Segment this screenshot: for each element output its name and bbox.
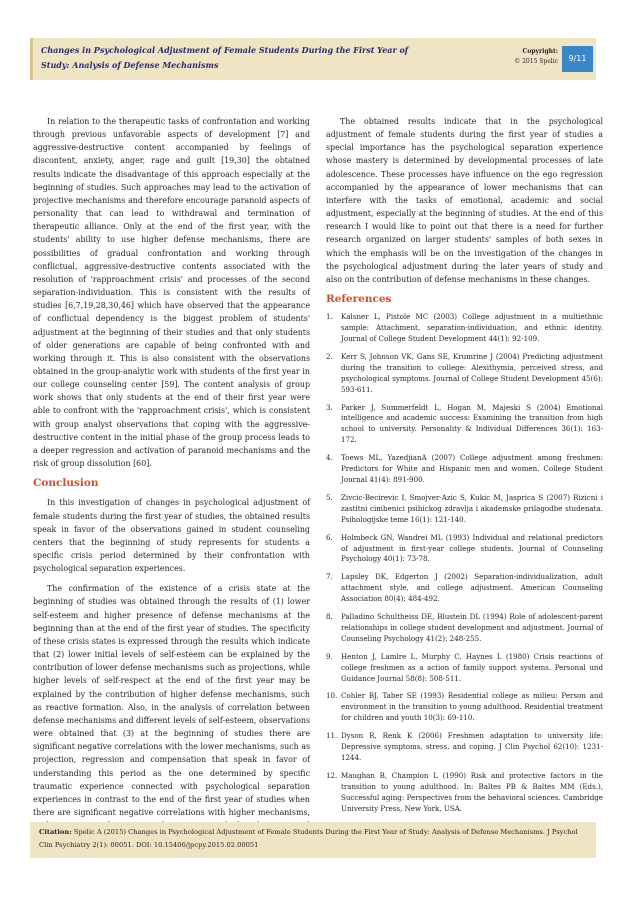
left-column — [33, 115, 310, 852]
reference-text: Henton J, Lamlre L, Murphy C, Haynes L (1980) Crisis reactions of college freshmen as a action of family support systems. Personal und Guidance Journal 58(8): 508-511. — [341, 651, 603, 683]
reference-number: 10. — [326, 691, 338, 701]
reference-text: Dyson R, Renk K (2006) Freshmen adaptation to university life: Depressive symptoms, stress, and coping. J Clin Psychol 62(10): 1231-1244. — [341, 731, 603, 762]
reference-item — [326, 691, 603, 724]
reference-item — [326, 572, 603, 605]
copyright-text: © 2015 Spelic — [514, 58, 558, 65]
reference-number: 5. — [326, 492, 333, 502]
reference-item — [326, 771, 603, 815]
reference-number: 4. — [326, 453, 333, 463]
reference-item — [326, 453, 603, 486]
reference-item — [326, 612, 603, 645]
body-paragraph: The confirmation of the existence of a crisis state at the beginning of studies was obtained through the results of (1) lower self-esteem and higher presence of defense mechanisms at the beginning than at the end of the first year of studies. The specificity of these crisis states is expressed through the results which indicate that (2) lower initial levels of self-esteem can be explained by the contribution of lower defense mechanisms such as projections, while higher levels of self-respect at the end of the first year may be explained by the contribution of higher defense mechanisms, such as reactive formation. Also, in the analysis of correlation between defense mechanisms and different levels of self-esteem, observations were obtained that (3) at the beginning of studies there are significant negative correlations with the lower mechanisms, such as projection, regression and compensation that speak in favor of understanding this period as the one determined by specific traumatic experience connected with psychological separation experiences in contrast to the end of the first year of studies when there are significant negative correlations with higher mechanisms, — [33, 584, 310, 817]
reference-item — [326, 731, 603, 764]
body-paragraph: In this investigation of changes in psychological adjustment of female students during the first year of studies, the obtained results speak in favor of the observations gained in student counseling centers that the beginning of study represents for students a specific crisis period determined by their confrontation with psychological separation experiences. — [33, 498, 310, 574]
reference-number: 2. — [326, 351, 333, 361]
citation-label: Citation: — [39, 828, 72, 836]
copyright-label: Copyright: — [522, 48, 558, 55]
reference-text: Kalsner L, Pistole MC (2003) College adjustment in a multiethnic sample: Attachment, separation-individuation, and ethnic identity. Journal of College Student Development 44(1): 92-109. — [341, 312, 603, 343]
right-column — [326, 115, 603, 822]
header-title: Changes in Psychological Adjustment of Female Students During the First Year of Study: Analysis of Defense Mechanisms — [41, 45, 409, 70]
reference-item — [326, 352, 603, 396]
reference-text: Kerr S, Johnson VK, Gans SE, Krumrine J (2004) Predicting adjustment during the transition to college: Alexithymia, perceived stress, and psychological symptoms. Journal of College Student Development 45(6): 593-611. — [341, 351, 603, 394]
reference-text: Parker J, Summerfeldt L, Hogan M, Majeski S (2004) Emotional intelligence and academic success: Examining the transition from high school to university. Personality & Individual Differences 36(1): 163-172. — [341, 402, 603, 445]
reference-text: Lapsley DK, Edgerton J (2002) Separation-individualization, adult attachment style, and college adjustment. American Counseling Association 80(4): 484-492. — [341, 572, 603, 604]
references-list — [326, 312, 603, 814]
reference-number: 6. — [326, 532, 333, 542]
reference-number: 12. — [326, 770, 338, 780]
reference-item — [326, 493, 603, 526]
reference-item — [326, 403, 603, 447]
reference-item — [326, 533, 603, 566]
citation-footer — [30, 822, 596, 858]
reference-number: 8. — [326, 612, 333, 622]
reference-number: 9. — [326, 651, 333, 661]
references-heading: References — [326, 293, 392, 306]
page-number-badge: 9/11 — [562, 46, 593, 72]
reference-number: 7. — [326, 572, 333, 582]
reference-text: Holmbeck GN, Wandrei ML (1993) Individual and relational predictors of adjustment in first-year college students. Journal of Counseling Psychology 40(1): 73-78. — [341, 532, 603, 564]
reference-number: 1. — [326, 312, 333, 322]
conclusion-heading: Conclusion — [33, 477, 99, 490]
body-paragraph: In relation to the therapeutic tasks of confrontation and working through previous unfavorable aspects of development [7] and aggressive-destructive content accompanied by feelings of discontent, anxiety, anger, rage and guilt [19,30] the obtained results indicate the disadvantage of this approach especially at the beginning of studies. Such approaches may lead to the activation of projective mechanisms and therefore encourage paranoid aspects of personality that can lead to withdrawal and termination of therapeutic alliance. Only at the end of the first year, with the students' ability to use higher defense mechanisms, there are possibilities of gradual confrontation and working through conflictual, aggressive-destructive contents associated with the resolution of 'rapproachment crisis' and processes of the second separation-individuation. This is consistent with the results of studies [6,7,19,28,30,46] which have observed that the appearance of conflictual dependency is the biggest problem of students' adjustment at the beginning of their studies and that only students of older generations are capable of being confronted with and working through it. This is also consistent with the observations obtained in the group-analytic work with students of the first year in our college counseling center [59]. The content analysis of group work shows that only students at the end of their first year were able to confront with the 'rapproachment crisis', which is consistent with group analyst observations that coping with the aggressive-destructive content in the initial phase of the group process leads to a deeper regression and activation of paranoid mechanisms and the risk of group dissolution [60]. — [33, 117, 310, 469]
running-header — [30, 38, 596, 80]
reference-item — [326, 312, 603, 345]
reference-text: Toews ML, YazedjianA (2007) College adjustment among freshmen: Predictors for White and Hispanic men and women. College Student Journal 41(4): 891-900. — [341, 453, 603, 484]
reference-text: Zivcic-Becirevic I, Smojver-Azic S, Kukic M, Jasprica S (2007) Rizicni i zastitni cimbenici psihickog zdravlja i akademske prilagodbe studenata. Psihologijske teme 16(1): 121-140. — [341, 492, 603, 524]
citation-text: Spelic A (2015) Changes in Psychological Adjustment of Female Students During the First Year of Study: Analysis of Defense Mechanisms. J Psychol Clin Psychiatry 2(1): 00051. DOI: 10.15406/jpcpy.2015.02.00051 — [39, 828, 578, 849]
reference-text: Maughan B, Champion L (1990) Risk and protective factors in the transition to young adulthood. In: Baltes PB & Baltes MM (Eds.), Successful aging: Perspectives from the behavioral sciences. Cambridge University Press, New York, USA. — [341, 770, 603, 813]
reference-text: Cohler BJ, Taber SE (1993) Residential college as milieu: Person and environment in the transition to young adulthood. Residential treatment for children and youth 10(3): 69-110. — [341, 691, 603, 723]
reference-number: 11. — [326, 731, 338, 741]
reference-number: 3. — [326, 402, 333, 412]
copyright-notice — [514, 47, 558, 67]
reference-text: Palladino Schultheiss DE, Blustein DL (1994) Role of adolescent-parent relationships in college student development and adjustment. Journal of Counseling Psychology 41(2): 248-255. — [341, 612, 603, 643]
body-paragraph: The obtained results indicate that in the psychological adjustment of female students during the first year of studies a special importance has the psychological separation experience whose mastery is determined by developmental processes of late adolescence. These processes have influence on the ego regression accompanied by the appearance of lower mechanisms that can interfere with the tasks of emotional, academic and social adjustment, especially at the beginning of studies. At the end of this research I would like to point out that there is a need for further research organized on larger students' samples of both sexes in which the emphasis will be on the investigation of the changes in the psychological adjustment during the later years of study and also on the contribution of defense mechanisms in these changes. — [326, 117, 603, 284]
reference-item — [326, 652, 603, 685]
